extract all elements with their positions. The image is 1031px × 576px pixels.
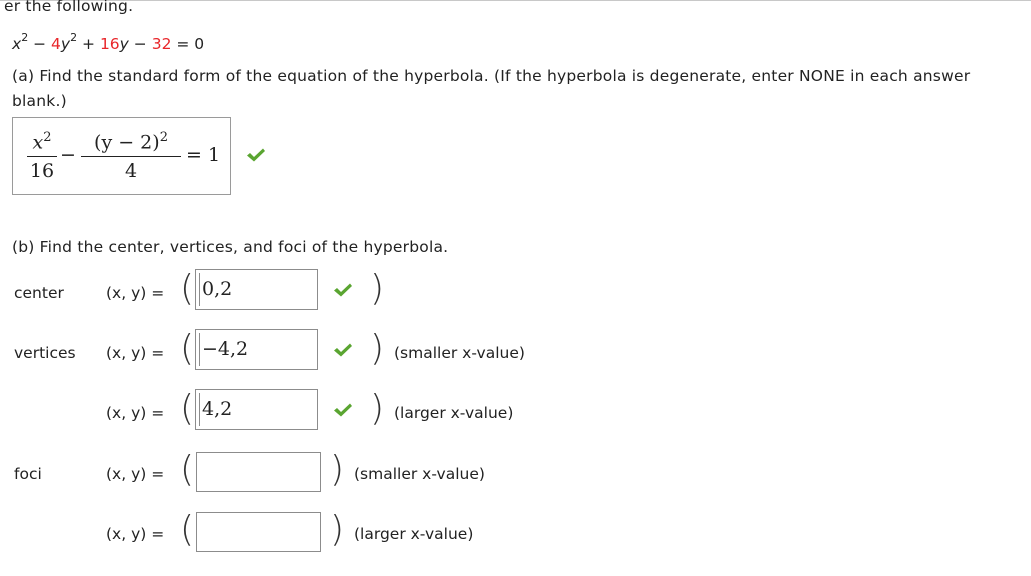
close-paren: ) <box>370 268 385 309</box>
close-paren: ) <box>330 449 345 490</box>
eq-operator: + <box>77 35 100 54</box>
xy-label: (x, y) = <box>106 404 165 422</box>
correct-check-icon <box>246 147 266 163</box>
larger-x-hint: (larger x-value) <box>394 404 514 422</box>
xy-label: (x, y) = <box>106 284 165 302</box>
frac-numerator: (y − 2) <box>94 131 160 154</box>
close-paren: ) <box>370 388 385 429</box>
open-paren: ( <box>180 328 195 369</box>
given-equation <box>12 33 204 53</box>
eq-exponent: 2 <box>21 31 29 44</box>
vertex-larger-input[interactable] <box>195 389 318 430</box>
eq-operator: = 0 <box>171 35 205 54</box>
equals-one: = 1 <box>186 144 221 166</box>
focus-smaller-input[interactable] <box>196 452 321 492</box>
smaller-x-hint: (smaller x-value) <box>354 465 485 483</box>
minus-sign: − <box>60 144 76 166</box>
frac-exponent: 2 <box>159 130 168 145</box>
fraction-y-minus-2-squared-over-4 <box>81 130 181 182</box>
xy-label: (x, y) = <box>106 525 165 543</box>
foci-label: foci <box>14 465 42 483</box>
focus-larger-input[interactable] <box>196 512 321 552</box>
center-value: 0,2 <box>202 278 233 300</box>
close-paren: ) <box>370 328 385 369</box>
frac-denominator: 4 <box>124 160 138 183</box>
eq-term: x <box>12 35 22 54</box>
eq-term: y <box>119 35 129 54</box>
correct-check-icon <box>333 342 353 358</box>
frac-numerator: x <box>32 131 44 154</box>
close-paren: ) <box>330 509 345 550</box>
top-divider <box>0 0 1031 1</box>
xy-label: (x, y) = <box>106 344 165 362</box>
eq-term: y <box>60 35 71 54</box>
center-input[interactable] <box>195 269 318 310</box>
larger-x-hint: (larger x-value) <box>354 525 474 543</box>
fraction-x-squared-over-16 <box>27 130 57 182</box>
eq-coefficient: 32 <box>151 35 172 54</box>
eq-operator: − <box>28 35 52 54</box>
open-paren: ( <box>180 388 195 429</box>
open-paren: ( <box>180 449 195 490</box>
part-a-prompt: (a) Find the standard form of the equation of the hyperbola. (If the hyperbola is degenerate, enter NONE in each answer <box>12 67 971 85</box>
vertex-larger-value: 4,2 <box>202 398 233 420</box>
instruction-text: er the following. <box>4 0 134 15</box>
open-paren: ( <box>180 268 195 309</box>
eq-coefficient: 4 <box>51 35 61 54</box>
open-paren: ( <box>180 509 195 550</box>
frac-denominator: 16 <box>29 160 55 183</box>
eq-operator: − <box>128 35 152 54</box>
xy-label: (x, y) = <box>106 465 165 483</box>
eq-exponent: 2 <box>70 31 78 44</box>
frac-exponent: 2 <box>43 130 52 145</box>
vertex-smaller-input[interactable] <box>195 329 318 370</box>
center-label: center <box>14 284 64 302</box>
smaller-x-hint: (smaller x-value) <box>394 344 525 362</box>
part-a-prompt-cont: blank.) <box>12 92 67 110</box>
correct-check-icon <box>333 282 353 298</box>
part-b-prompt: (b) Find the center, vertices, and foci of the hyperbola. <box>12 238 449 256</box>
correct-check-icon <box>333 402 353 418</box>
eq-coefficient: 16 <box>99 35 120 54</box>
vertices-label: vertices <box>14 344 76 362</box>
standard-form-answer-box[interactable] <box>12 117 231 195</box>
vertex-smaller-value: −4,2 <box>202 338 249 360</box>
